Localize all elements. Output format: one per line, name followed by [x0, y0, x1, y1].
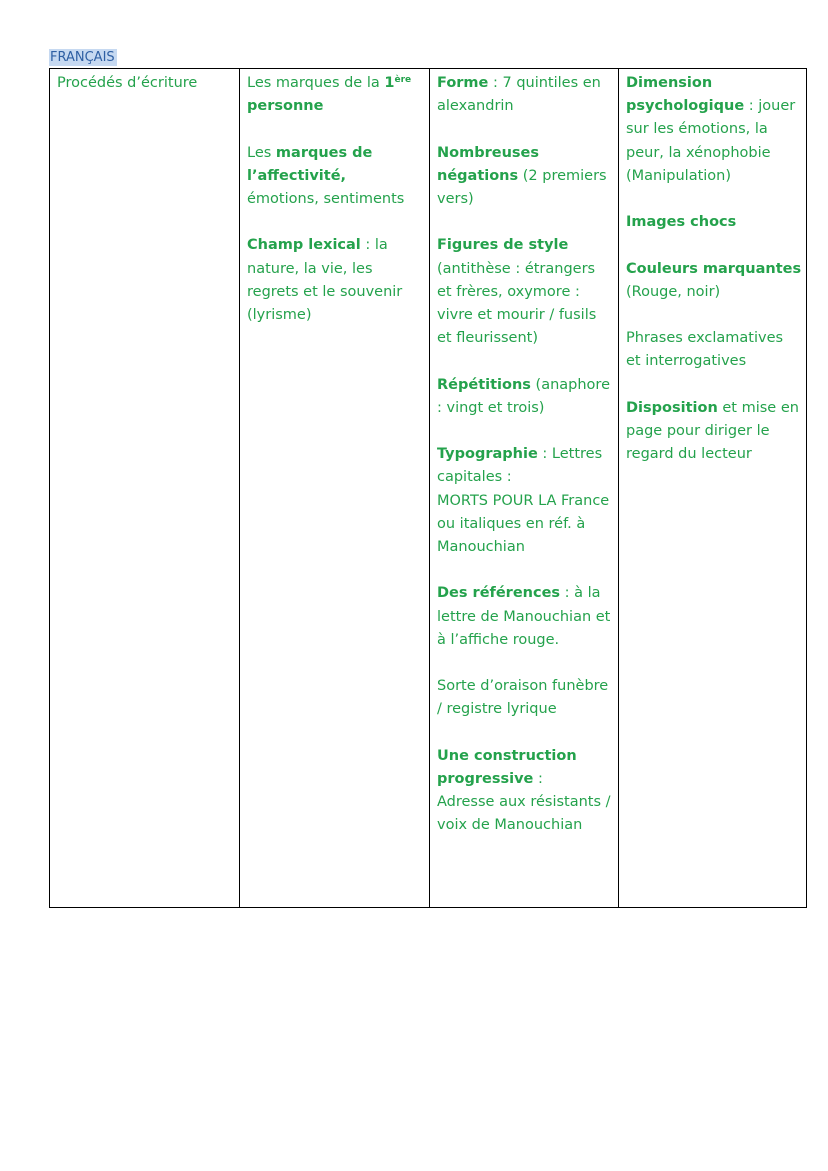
block-construction: Une construction progressive : Adresse aux résistants / voix de Manouchian	[437, 747, 611, 834]
block-layout: Disposition et mise en page pour diriger le regard du lecteur	[626, 399, 799, 463]
block-figures: Figures de style (antithèse : étrangers et frères, oxymore : vivre et mourir / fusils et fleurissent)	[437, 237, 597, 347]
block-form: Forme : 7 quintiles en alexandrin	[437, 75, 601, 115]
block-negations: Nombreuses négations (2 premiers vers)	[437, 144, 607, 207]
col-style	[430, 69, 619, 908]
block-sentences: Phrases exclamatives et interrogatives	[626, 330, 784, 370]
block-psychology: Dimension psychologique : jouer sur les émotions, la peur, la xénophobie (Manipulation)	[626, 75, 796, 184]
col-effects	[619, 69, 807, 908]
block-first-person: Les marques de la 1ère personne	[247, 75, 412, 115]
block-typography: Typographie : Lettres capitales : MORTS POUR LA France ou italiques en réf. à Manouchian	[437, 446, 610, 555]
analysis-table	[49, 68, 807, 908]
block-affectivity: Les marques de l’affectivité, émotions, sentiments	[247, 144, 405, 207]
block-oraison: Sorte d’oraison funèbre / registre lyrique	[437, 678, 609, 718]
subject-header: FRANÇAIS	[50, 50, 115, 65]
block-repetitions: Répétitions (anaphore : vingt et trois)	[437, 376, 610, 416]
col-enonciation	[240, 69, 430, 908]
block-images: Images chocs	[626, 214, 737, 231]
block-lexical-field: Champ lexical : la nature, la vie, les regrets et le souvenir (lyrisme)	[247, 237, 403, 323]
row-label-cell	[50, 69, 240, 908]
table-row	[50, 69, 807, 908]
row-label: Procédés d’écriture	[57, 75, 198, 91]
block-colors: Couleurs marquantes (Rouge, noir)	[626, 260, 802, 300]
block-references: Des références : à la lettre de Manouchian et à l’affiche rouge.	[437, 585, 611, 648]
